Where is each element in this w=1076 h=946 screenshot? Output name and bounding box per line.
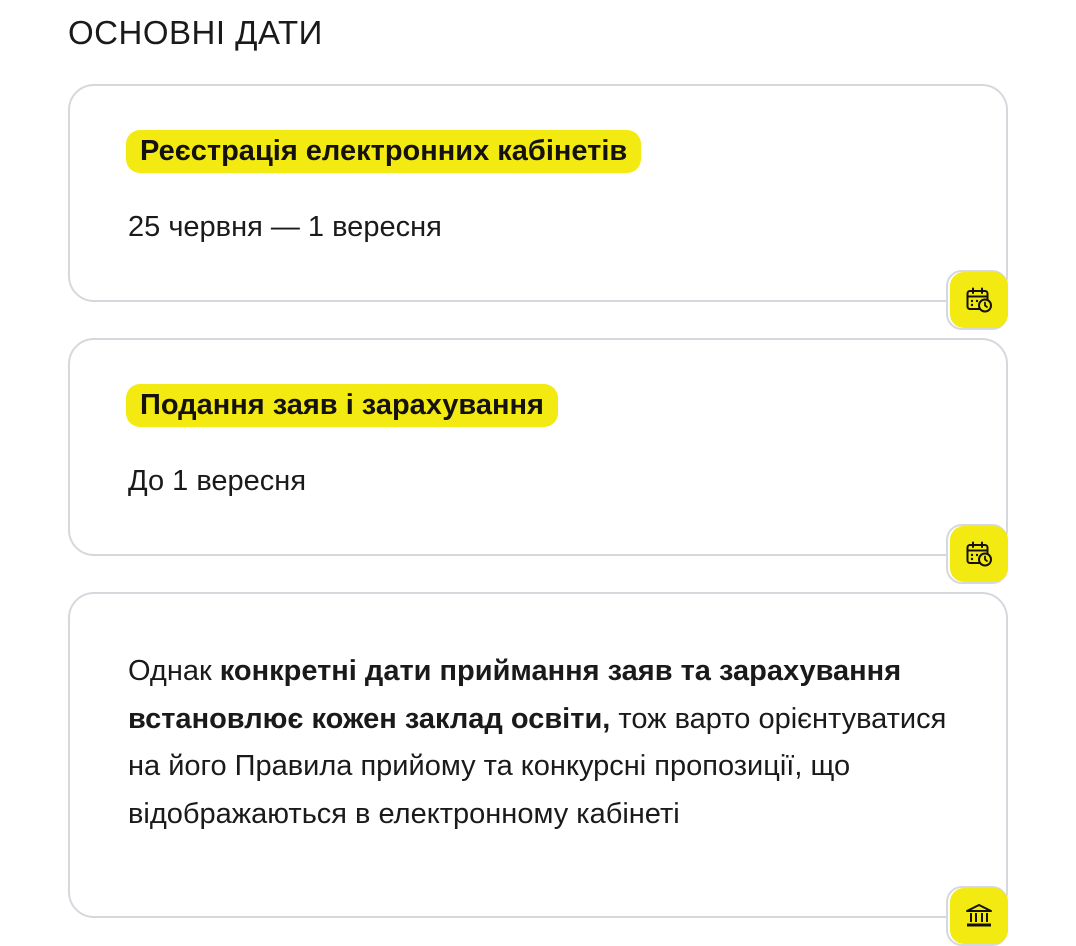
card-value: 25 червня — 1 вересня <box>128 211 442 243</box>
date-card-applications <box>68 338 1008 556</box>
institution-icon <box>950 888 1008 944</box>
page-title: ОСНОВНІ ДАТИ <box>68 14 323 51</box>
note-suffix: тож варто орієнтуватися на його Правила прийому та конкурсні пропозиції, що відображаються в електронному кабінеті <box>128 702 947 830</box>
note-paragraph <box>128 648 956 838</box>
calendar-clock-icon <box>950 272 1008 328</box>
card-label-highlight: Подання заяв і зарахування <box>126 384 558 427</box>
card-label-wrap <box>126 384 558 427</box>
note-card-institution-dates <box>68 592 1008 918</box>
note-prefix: Однак <box>128 655 220 687</box>
card-label-wrap <box>126 130 641 173</box>
note-bold: конкретні дати приймання заяв та зарахування встановлює кожен заклад освіти, <box>128 655 902 735</box>
card-label-highlight: Реєстрація електронних кабінетів <box>126 130 641 173</box>
card-value: До 1 вересня <box>128 465 307 497</box>
date-card-registration <box>68 84 1008 302</box>
calendar-clock-icon <box>950 526 1008 582</box>
